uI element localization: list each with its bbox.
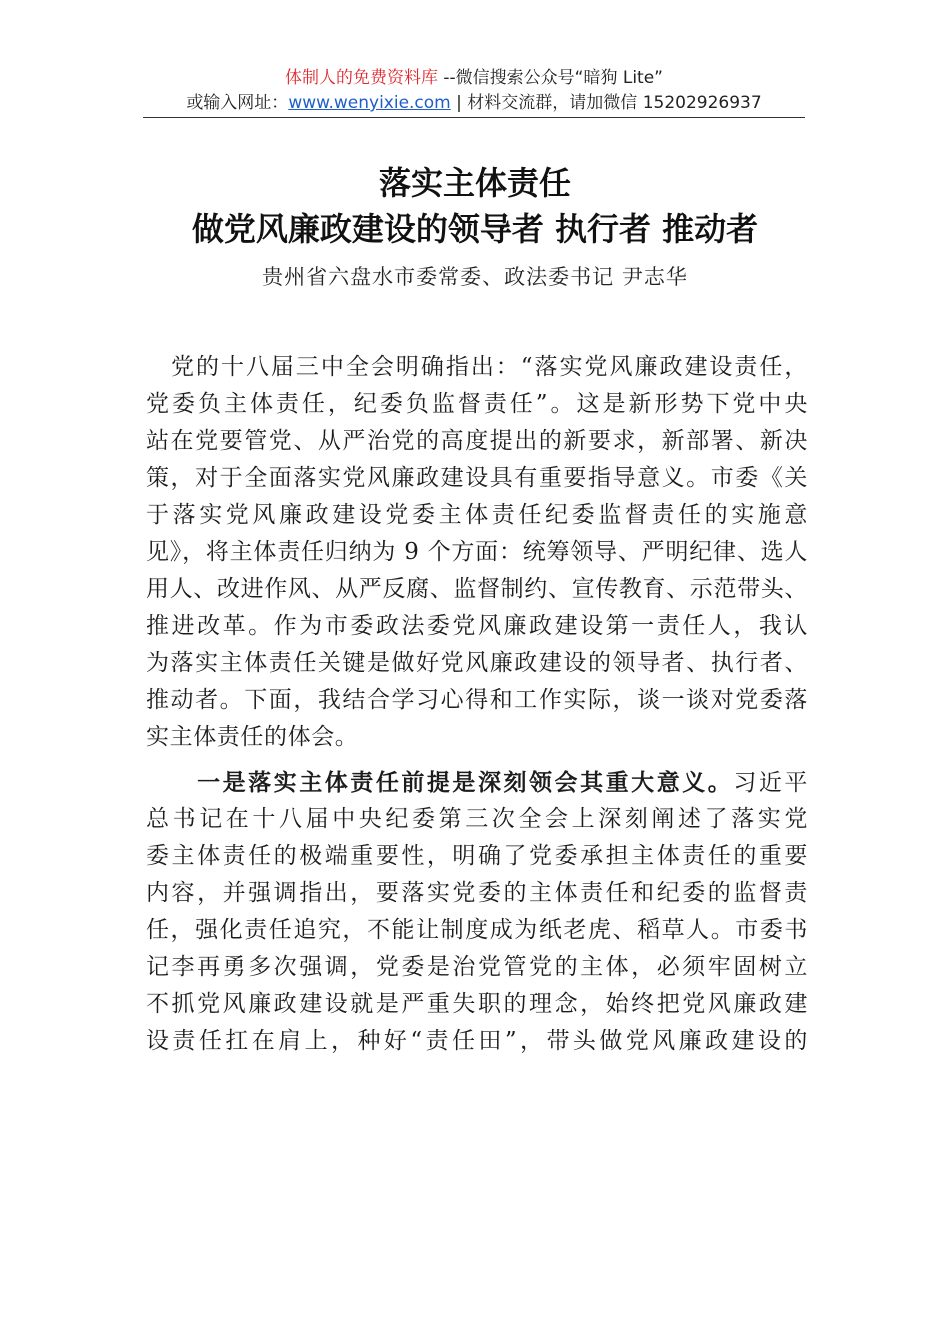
- header-divider: [143, 117, 805, 118]
- author-line: 贵州省六盘水市委常委、政法委书记 尹志华: [262, 265, 688, 289]
- paragraph-spacer: [146, 756, 808, 764]
- text-line: 站在党要管党、从严治党的高度提出的新要求，新部署、新决: [146, 428, 808, 454]
- page-header: [143, 66, 805, 116]
- text-line: 于落实党风廉政建设党委主体责任纪委监督责任的实施意: [146, 502, 808, 528]
- body-text: [146, 349, 808, 1060]
- text-line: 策，对于全面落实党风廉政建设具有重要指导意义。市委《关: [146, 465, 808, 491]
- text-line: 见》，将主体责任归纳为 9 个方面：统筹领导、严明纪律、选人: [146, 539, 808, 565]
- text-line: 实主体责任的体会。: [146, 724, 359, 750]
- text-line: 推动者。下面，我结合学习心得和工作实际，谈一谈对党委落: [146, 687, 808, 713]
- text-line: 推进改革。作为市委政法委党风廉政建设第一责任人，我认: [146, 613, 808, 639]
- paragraph-lead-tail: 习近平: [733, 770, 808, 796]
- contact-info: | 材料交流群，请加微信 15202926937: [450, 93, 762, 113]
- header-line-2: [143, 91, 805, 116]
- text-line: 不抓党风廉政建设就是严重失职的理念，始终把党风廉政建: [146, 991, 808, 1017]
- text-line: 党的十八届三中全会明确指出：“落实党风廉政建设责任，: [146, 354, 808, 380]
- title-line-1: 落实主体责任: [378, 164, 571, 202]
- wechat-note: --微信搜索公众号“暗狗 Lite”: [437, 68, 663, 88]
- paragraph-2: [146, 764, 808, 1060]
- document-title: [100, 160, 850, 252]
- text-line: 党委负主体责任，纪委负监督责任”。这是新形势下党中央: [146, 391, 808, 417]
- text-line: 总书记在十八届中央纪委第三次全会上深刻阐述了落实党: [146, 806, 808, 832]
- brand-name: 体制人的免费资料库: [284, 68, 438, 88]
- text-line: 委主体责任的极端重要性，明确了党委承担主体责任的重要: [146, 843, 808, 869]
- header-line-1: [143, 66, 805, 91]
- text-line-lead: [146, 764, 808, 801]
- url-prefix: 或输入网址：: [186, 93, 289, 113]
- title-line-2: 做党风廉政建设的领导者 执行者 推动者: [191, 210, 759, 248]
- website-link[interactable]: www.wenyixie.com: [288, 93, 451, 113]
- paragraph-1: [146, 349, 808, 756]
- text-line: 为落实主体责任关键是做好党风廉政建设的领导者、执行者、: [146, 650, 808, 676]
- text-line: 用人、改进作风、从严反腐、监督制约、宣传教育、示范带头、: [146, 576, 808, 602]
- text-line: 任，强化责任追究，不能让制度成为纸老虎、稻草人。市委书: [146, 917, 808, 943]
- text-line: 设责任扛在肩上，种好“责任田”，带头做党风廉政建设的: [146, 1028, 808, 1054]
- text-line: 记李再勇多次强调，党委是治党管党的主体，必须牢固树立: [146, 954, 808, 980]
- paragraph-lead-bold: 一是落实主体责任前提是深刻领会其重大意义。: [146, 769, 734, 796]
- text-line: 内容，并强调指出，要落实党委的主体责任和纪委的监督责: [146, 880, 808, 906]
